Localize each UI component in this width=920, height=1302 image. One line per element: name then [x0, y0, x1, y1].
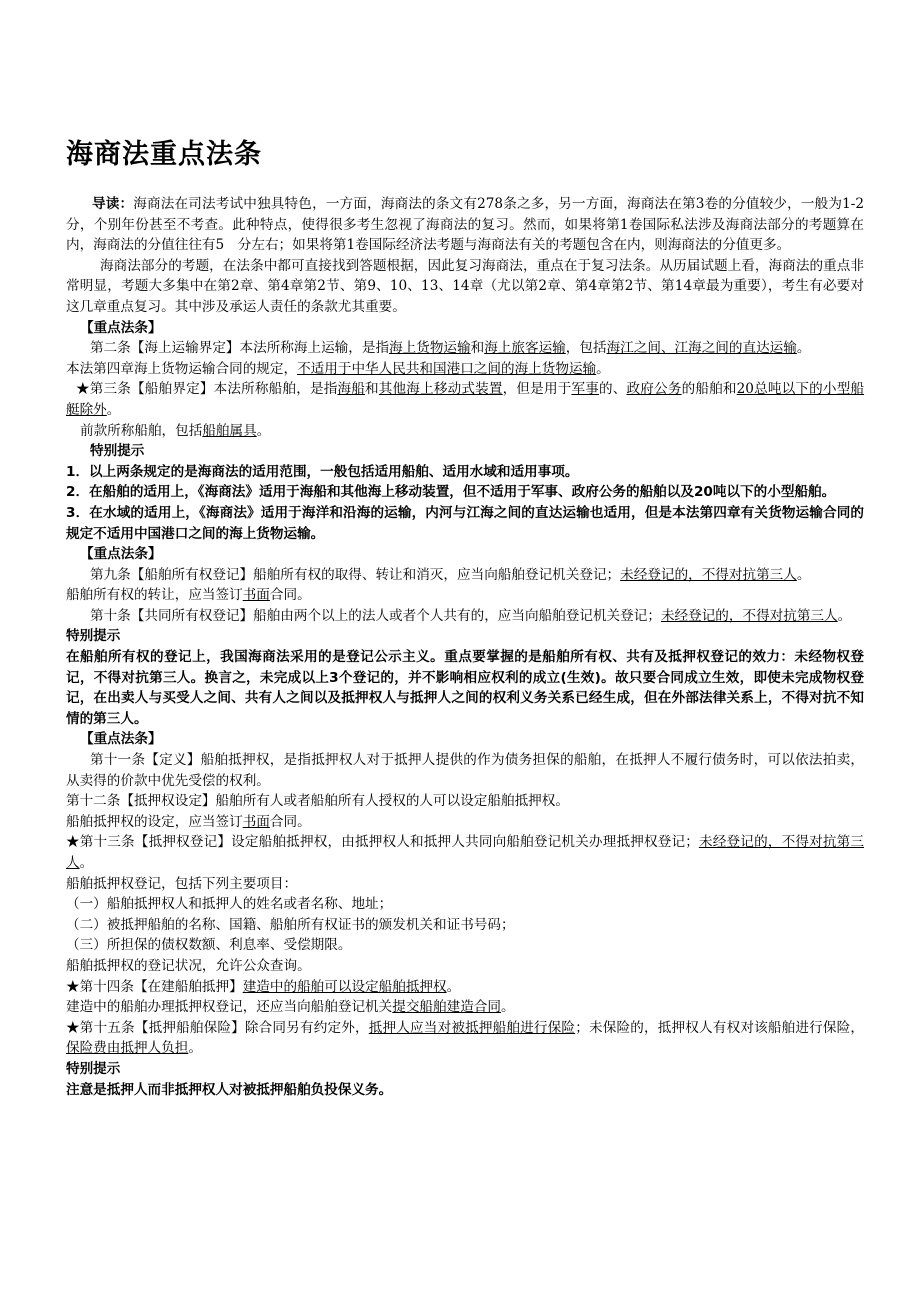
intro-lead: 导读：	[92, 196, 134, 212]
article-11: 第十一条【定义】船舶抵押权，是指抵押权人对于抵押人提供的作为债务担保的船舶，在抵押人不履行债务时，可以依法拍卖，从卖得的价款中优先受偿的权利。	[66, 752, 864, 789]
article-3-para-2: 前款所称船舶，包括船舶属具。	[80, 422, 271, 439]
article-13-item-1: （一）船舶抵押权人和抵押人的姓名或者名称、地址；	[66, 896, 393, 913]
intro-paragraph-2: 海商法部分的考题，在法条中都可直接找到答题根据，因此复习海商法，重点在于复习法条。从历届试题上看，海商法的重点非常明显，考题大多集中在第2章、第4章第2节、第9、10、13、14章（尤以第2章、第4章第2节、第14章最为重要），考生有必要对这几章重点复习。其中涉及承运人责任的条款尤其重要。	[66, 257, 864, 315]
article-13: ★第十三条【抵押权登记】设定船舶抵押权，由抵押权人和抵押人共同向船舶登记机关办理抵押权登记；未经登记的，不得对抗第三人。	[66, 834, 864, 871]
special-tip-heading-1: 特别提示	[90, 443, 145, 460]
article-14-para-2: 建造中的船舶办理抵押权登记，还应当向船舶登记机关提交船舶建造合同。	[66, 999, 515, 1016]
tip-1-item-3: 3．在水域的适用上，《海商法》适用于海洋和沿海的运输，内河与江海之间的直达运输也适用，但是本法第四章有关货物运输合同的规定不适用中国港口之间的海上货物运输。	[66, 504, 864, 542]
article-15: ★第十五条【抵押船舶保险】除合同另有约定外，抵押人应当对被抵押船舶进行保险；未保险的，抵押权人有权对该船舶进行保险，保险费由抵押人负担。	[66, 1019, 865, 1057]
article-12-para-2: 船舶抵押权的设定，应当签订书面合同。	[66, 813, 311, 830]
page-title: 海商法重点法条	[66, 139, 262, 170]
article-2-para-2: 本法第四章海上货物运输合同的规定，不适用于中华人民共和国港口之间的海上货物运输。	[66, 360, 610, 377]
article-13-item-3: （三）所担保的债权数额、利息率、受偿期限。	[66, 937, 352, 954]
tip-2-text: 在船舶所有权的登记上，我国海商法采用的是登记公示主义。重点要掌握的是船舶所有权、共有及抵押权登记的效力：未经物权登记，不得对抗第三人。换言之，未完成以上3个登记的，并不影响相应权利的成立(生效)。故只要合同成立生效，即使未完成物权登记，在出卖人与买受人之间、共有人之间以及抵押权人与抵押人之间的权利义务关系已经生成，但在外部法律关系上，不得对抗不知情的第三人。	[66, 649, 864, 727]
key-articles-heading: 【重点法条】	[80, 319, 162, 336]
article-9: 第九条【船舶所有权登记】船舶所有权的取得、转让和消灭，应当向船舶登记机关登记；未经登记的，不得对抗第三人。	[90, 566, 811, 583]
special-tip-heading-2: 特别提示	[66, 628, 121, 645]
article-10: 第十条【共同所有权登记】船舶由两个以上的法人或者个人共有的，应当向船舶登记机关登记；未经登记的，不得对抗第三人。	[90, 607, 852, 624]
tip-3-text: 注意是抵押人而非抵押权人对被抵押船舶负投保义务。	[66, 1081, 393, 1098]
article-14: ★第十四条【在建船舶抵押】建造中的船舶可以设定船舶抵押权。	[66, 978, 461, 995]
article-13-item-2: （二）被抵押船舶的名称、国籍、船舶所有权证书的颁发机关和证书号码；	[66, 916, 515, 933]
article-2: 第二条【海上运输界定】本法所称海上运输，是指海上货物运输和海上旅客运输，包括海江之间、江海之间的直达运输。	[90, 340, 811, 357]
article-13-para-3: 船舶抵押权的登记状况，允许公众查询。	[66, 957, 311, 974]
key-articles-heading: 【重点法条】	[80, 546, 162, 563]
article-12: 第十二条【抵押权设定】船舶所有人或者船舶所有人授权的人可以设定船舶抵押权。	[66, 793, 569, 810]
document-page	[66, 138, 864, 1100]
article-3: ★第三条【船舶界定】本法所称船舶，是指海船和其他海上移动式装置，但是用于军事的、政府公务的船舶和20总吨以下的小型船艇除外。	[66, 381, 865, 418]
intro-text-1: 海商法在司法考试中独具特色，一方面，海商法的条文有278条之多，另一方面，海商法在第3卷的分值较少，一般为1-2分，个别年份甚至不考查。此种特点，使得很多考生忽视了海商法的复习。然而，如果将第1卷国际私法涉及海商法部分的考题算在内，海商法的分值往往有5 分左右；如果将第1卷国际经济法考题与海商法有关的考题包含在内，则海商法的分值更多。	[66, 196, 865, 254]
special-tip-heading-3: 特别提示	[66, 1060, 121, 1077]
article-9-para-2: 船舶所有权的转让，应当签订书面合同。	[66, 587, 311, 604]
tip-1-item-2: 2．在船舶的适用上，《海商法》适用于海船和其他海上移动装置，但不适用于军事、政府公务的船舶以及20吨以下的小型船舶。	[66, 484, 836, 501]
article-13-para-2: 船舶抵押权登记，包括下列主要项目：	[66, 875, 298, 892]
key-articles-heading: 【重点法条】	[80, 731, 162, 748]
tip-1-item-1: 1．以上两条规定的是海商法的适用范围，一般包括适用船舶、适用水域和适用事项。	[66, 463, 579, 480]
intro-paragraph-1	[66, 194, 864, 256]
